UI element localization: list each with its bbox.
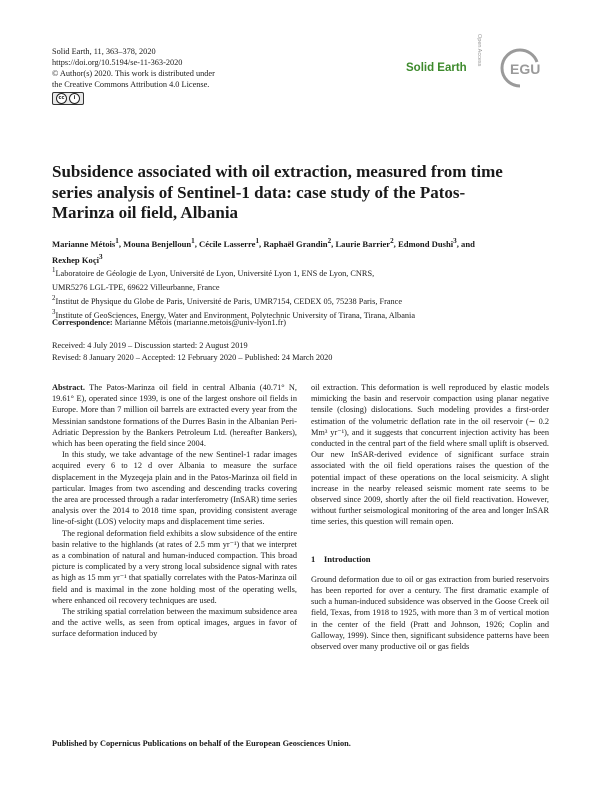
abstract-paragraph: The regional deformation field exhibits a slow subsidence of the entire basin relative to the highlands (at rates of 2.5 mm yr⁻¹) that we interpret as a combination of natural and human-induced compaction. This broad picture is complicated by a very strong local subsidence signal with rates as high as 15 mm yr⁻¹ that spatially correlates with the Patos-Marinza oil field and is maximal in the zone holding most of the operating wells, where enhanced oil recovery techniques are used. bbox=[52, 528, 297, 605]
author: Marianne Métois bbox=[52, 238, 116, 249]
author: Laurie Barrier bbox=[335, 238, 391, 249]
license-line: the Creative Commons Attribution 4.0 License. bbox=[52, 80, 210, 89]
correspondence-email[interactable]: Marianne Métois (marianne.metois@univ-lyon1.fr) bbox=[114, 318, 286, 327]
abstract-label: Abstract. bbox=[52, 383, 85, 392]
author: Edmond Dushi bbox=[397, 238, 454, 249]
affiliation: $^2$Institut de Physique du Globe de Paris, Université de Paris, UMR7154, CEDEX 05, 75238 Paris, France bbox=[52, 295, 403, 306]
egu-logo-icon bbox=[493, 44, 548, 92]
author: Rexhep Koçi bbox=[52, 254, 100, 265]
open-access-label: Open Access bbox=[476, 34, 482, 67]
intro-paragraph: Ground deformation due to oil or gas extraction from buried reservoirs has been reported for over a century. The first dramatic example of such a human-induced subsidence was observed in the Goose Creek oil field, Texas, from 1918 to 1925, with more than 3 m of vertical motion in the center of the field (Pratt and Johnson, 1926; Coplin and Galloway, 1999). Since then, significant subsidence patterns have been observed over many productive oil or gas fields bbox=[311, 574, 549, 652]
abstract-paragraph: The striking spatial correlation between the maximum subsidence area and the active wells, as seen from optical images, argues in favor of surface deformation induced by bbox=[52, 607, 297, 639]
affiliation: UMR5276 LGL-TPE, 69622 Villeurbanne, France bbox=[52, 282, 220, 292]
abstract-paragraph: Abstract. The Patos-Marinza oil field in central Albania (40.71° N, 19.61° E), operated since 1939, is one of the largest onshore oil fields in Europe. More than 7 million oil barrels are extracted every year from the Messinian sandstone formations of the Durres Basin in the Albanian Peri-Adriatic Depression by the Bankers Petroleum Ltd. (hereafter Bankers), which has been operating the field since 2004. bbox=[52, 383, 297, 449]
left-column bbox=[52, 382, 297, 640]
copyright-line: © Author(s) 2020. This work is distributed under bbox=[52, 69, 215, 78]
correspondence-label: Correspondence: bbox=[52, 318, 113, 327]
publisher-footer: Published by Copernicus Publications on behalf of the European Geosciences Union. bbox=[52, 739, 351, 748]
by-icon: i bbox=[69, 93, 80, 104]
correspondence bbox=[52, 318, 552, 327]
abstract-paragraph: oil extraction. This deformation is well reproduced by elastic models mimicking the basin and reservoir compaction using planar negative tensile (closing) dislocations. Such modeling provides a first-order estimation of the volumetric deflation rate in the oil reservoir (∼ 0.2 Mm³ yr⁻¹), and it suggests that concurrent injection activity has been conducted in the central part of the field where small uplift is observed. Our new InSAR-derived evidence of significant surface strain associated with the oil field operations raises the question of the potential impact of these operations on the local seismicity. A slight increase in the nearby released seismic moment rate seems to be observed since 2009, shortly after the oil field reactivation. However, without further seismological monitoring of the area and longer InSAR time series, this question will remain open. bbox=[311, 383, 549, 527]
cc-icon: cc bbox=[56, 93, 67, 104]
cc-license-icon bbox=[52, 92, 84, 105]
affiliation: $^3$Institute of GeoSciences, Energy, Water and Environment, Polytechnic University of Tirana, Tirana, Albania bbox=[52, 309, 416, 320]
journal-reference: Solid Earth, 11, 363–378, 2020 bbox=[52, 47, 156, 56]
author: Cécile Lasserre bbox=[199, 238, 256, 249]
section-heading: 1 Introduction bbox=[311, 553, 371, 564]
doi-link[interactable]: https://doi.org/10.5194/se-11-363-2020 bbox=[52, 58, 183, 67]
author: Raphaël Grandin bbox=[263, 238, 328, 249]
author: Mouna Benjelloun bbox=[123, 238, 192, 249]
journal-name: Solid Earth bbox=[406, 62, 467, 74]
dates-line-1: Received: 4 July 2019 – Discussion started: 2 August 2019 bbox=[52, 341, 248, 350]
affiliation-list bbox=[52, 265, 552, 321]
author-list: Marianne Métois$^1$, Mouna Benjelloun$^1$, Cécile Lasserre$^1$, Raphaël Grandin$^2$, Laurie Barrier$^2$, Edmond Dushi$^3$, and Rexhep Koçi$^3$ bbox=[52, 237, 475, 265]
right-column bbox=[311, 382, 549, 652]
article-header-info bbox=[52, 46, 215, 105]
abstract-paragraph: In this study, we take advantage of the new Sentinel-1 radar images acquired every 6 to 12 d over Albania to measure the surface displacement in the Myzeqeja plain and in the Patos-Marinza oil field in particular. Images from two ascending and descending tracks covering the area are processed through a radar interferometry (InSAR) time series analysis over the 2014 to 2018 time span, providing consistent average line-of-sight (LOS) velocity maps and displacement time series. bbox=[52, 450, 297, 527]
egu-logo-text: EGU bbox=[510, 61, 541, 77]
dates-line-2: Revised: 8 January 2020 – Accepted: 12 February 2020 – Published: 24 March 2020 bbox=[52, 352, 333, 362]
article-title: Subsidence associated with oil extraction, measured from time series analysis of Sentinel-1 data: case study of the Patos-Marinza oil field, Albania bbox=[52, 162, 503, 222]
affiliation: $^1$Laboratoire de Géologie de Lyon, Université de Lyon, Université Lyon 1, ENS de Lyon, CNRS, bbox=[52, 267, 375, 278]
article-dates bbox=[52, 340, 552, 363]
